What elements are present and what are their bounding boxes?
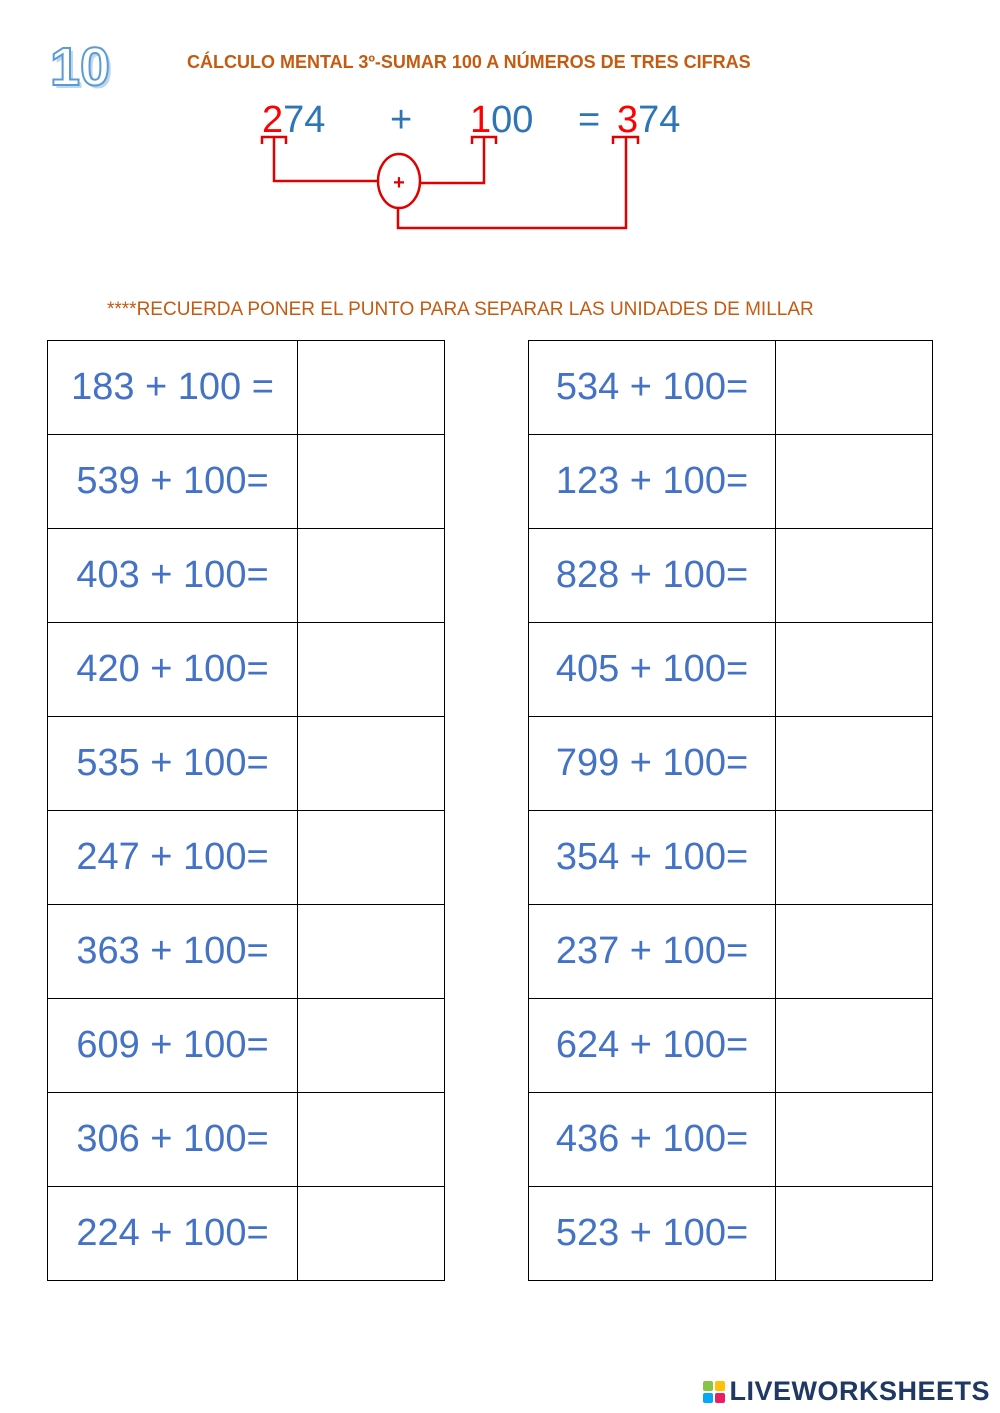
exercise-expression: 405 + 100=: [529, 623, 776, 717]
exercise-row: [529, 529, 933, 623]
exercise-table-left: [47, 340, 445, 1281]
answer-box[interactable]: [776, 999, 933, 1093]
answer-box[interactable]: [298, 435, 445, 529]
example-b-hundreds: 1: [470, 99, 492, 141]
line-b: [420, 138, 484, 183]
exercise-expression: 306 + 100=: [48, 1093, 298, 1187]
exercise-row: [48, 1187, 445, 1281]
exercise-row: [48, 811, 445, 905]
exercise-expression: 123 + 100=: [529, 435, 776, 529]
circle-plus-sign: +: [393, 172, 405, 194]
exercise-row: [529, 811, 933, 905]
exercise-expression: 609 + 100=: [48, 999, 298, 1093]
answer-box[interactable]: [298, 811, 445, 905]
exercise-row: [48, 623, 445, 717]
answer-box[interactable]: [776, 1187, 933, 1281]
exercise-expression: 535 + 100=: [48, 717, 298, 811]
example-equals-sign: =: [578, 99, 601, 141]
example-a-hundreds: 2: [262, 99, 284, 141]
hundreds-addition-diagram: [0, 0, 1000, 260]
liveworksheets-logo: [703, 1376, 990, 1407]
answer-box[interactable]: [298, 341, 445, 435]
answer-box[interactable]: [298, 529, 445, 623]
answer-box[interactable]: [298, 999, 445, 1093]
logo-text: LIVEWORKSHEETS: [729, 1376, 990, 1406]
answer-box[interactable]: [776, 1093, 933, 1187]
answer-box[interactable]: [298, 623, 445, 717]
exercise-row: [48, 717, 445, 811]
exercise-row: [48, 999, 445, 1093]
exercise-expression: 624 + 100=: [529, 999, 776, 1093]
exercise-row: [48, 905, 445, 999]
exercise-expression: 539 + 100=: [48, 435, 298, 529]
exercise-expression: 247 + 100=: [48, 811, 298, 905]
exercise-table-right: [528, 340, 933, 1281]
exercise-row: [48, 435, 445, 529]
exercise-row: [48, 341, 445, 435]
answer-box[interactable]: [298, 717, 445, 811]
exercise-row: [529, 1187, 933, 1281]
exercise-row: [529, 341, 933, 435]
exercise-expression: 354 + 100=: [529, 811, 776, 905]
exercise-expression: 363 + 100=: [48, 905, 298, 999]
example-a-rest: 74: [283, 99, 326, 141]
exercise-expression: 183 + 100 =: [48, 341, 298, 435]
exercise-row: [48, 1093, 445, 1187]
answer-box[interactable]: [776, 435, 933, 529]
exercise-expression: 436 + 100=: [529, 1093, 776, 1187]
exercise-expression: 523 + 100=: [529, 1187, 776, 1281]
answer-box[interactable]: [776, 717, 933, 811]
exercise-row: [529, 717, 933, 811]
exercise-row: [529, 999, 933, 1093]
example-result-rest: 74: [638, 99, 681, 141]
exercise-row: [529, 623, 933, 717]
example-result-hundreds: 3: [617, 99, 639, 141]
answer-box[interactable]: [298, 1187, 445, 1281]
exercise-expression: 420 + 100=: [48, 623, 298, 717]
exercise-row: [529, 435, 933, 529]
answer-box[interactable]: [776, 341, 933, 435]
answer-box[interactable]: [298, 1093, 445, 1187]
exercise-row: [529, 1093, 933, 1187]
sheet-number: 10: [50, 37, 111, 97]
answer-box[interactable]: [298, 905, 445, 999]
exercise-row: [48, 529, 445, 623]
exercise-expression: 534 + 100=: [529, 341, 776, 435]
exercise-expression: 224 + 100=: [48, 1187, 298, 1281]
exercise-expression: 403 + 100=: [48, 529, 298, 623]
example-b-rest: 00: [491, 99, 534, 141]
page-title: CÁLCULO MENTAL 3º-SUMAR 100 A NÚMEROS DE TRES CIFRAS: [187, 52, 751, 72]
example-plus-sign: +: [390, 99, 413, 141]
exercise-expression: 799 + 100=: [529, 717, 776, 811]
exercise-expression: 828 + 100=: [529, 529, 776, 623]
liveworksheets-logo-icon: [703, 1381, 725, 1403]
exercise-expression: 237 + 100=: [529, 905, 776, 999]
line-a: [274, 138, 378, 181]
answer-box[interactable]: [776, 529, 933, 623]
answer-box[interactable]: [776, 623, 933, 717]
answer-box[interactable]: [776, 905, 933, 999]
answer-box[interactable]: [776, 811, 933, 905]
reminder-note: ****RECUERDA PONER EL PUNTO PARA SEPARAR LAS UNIDADES DE MILLAR: [107, 299, 814, 320]
exercise-row: [529, 905, 933, 999]
